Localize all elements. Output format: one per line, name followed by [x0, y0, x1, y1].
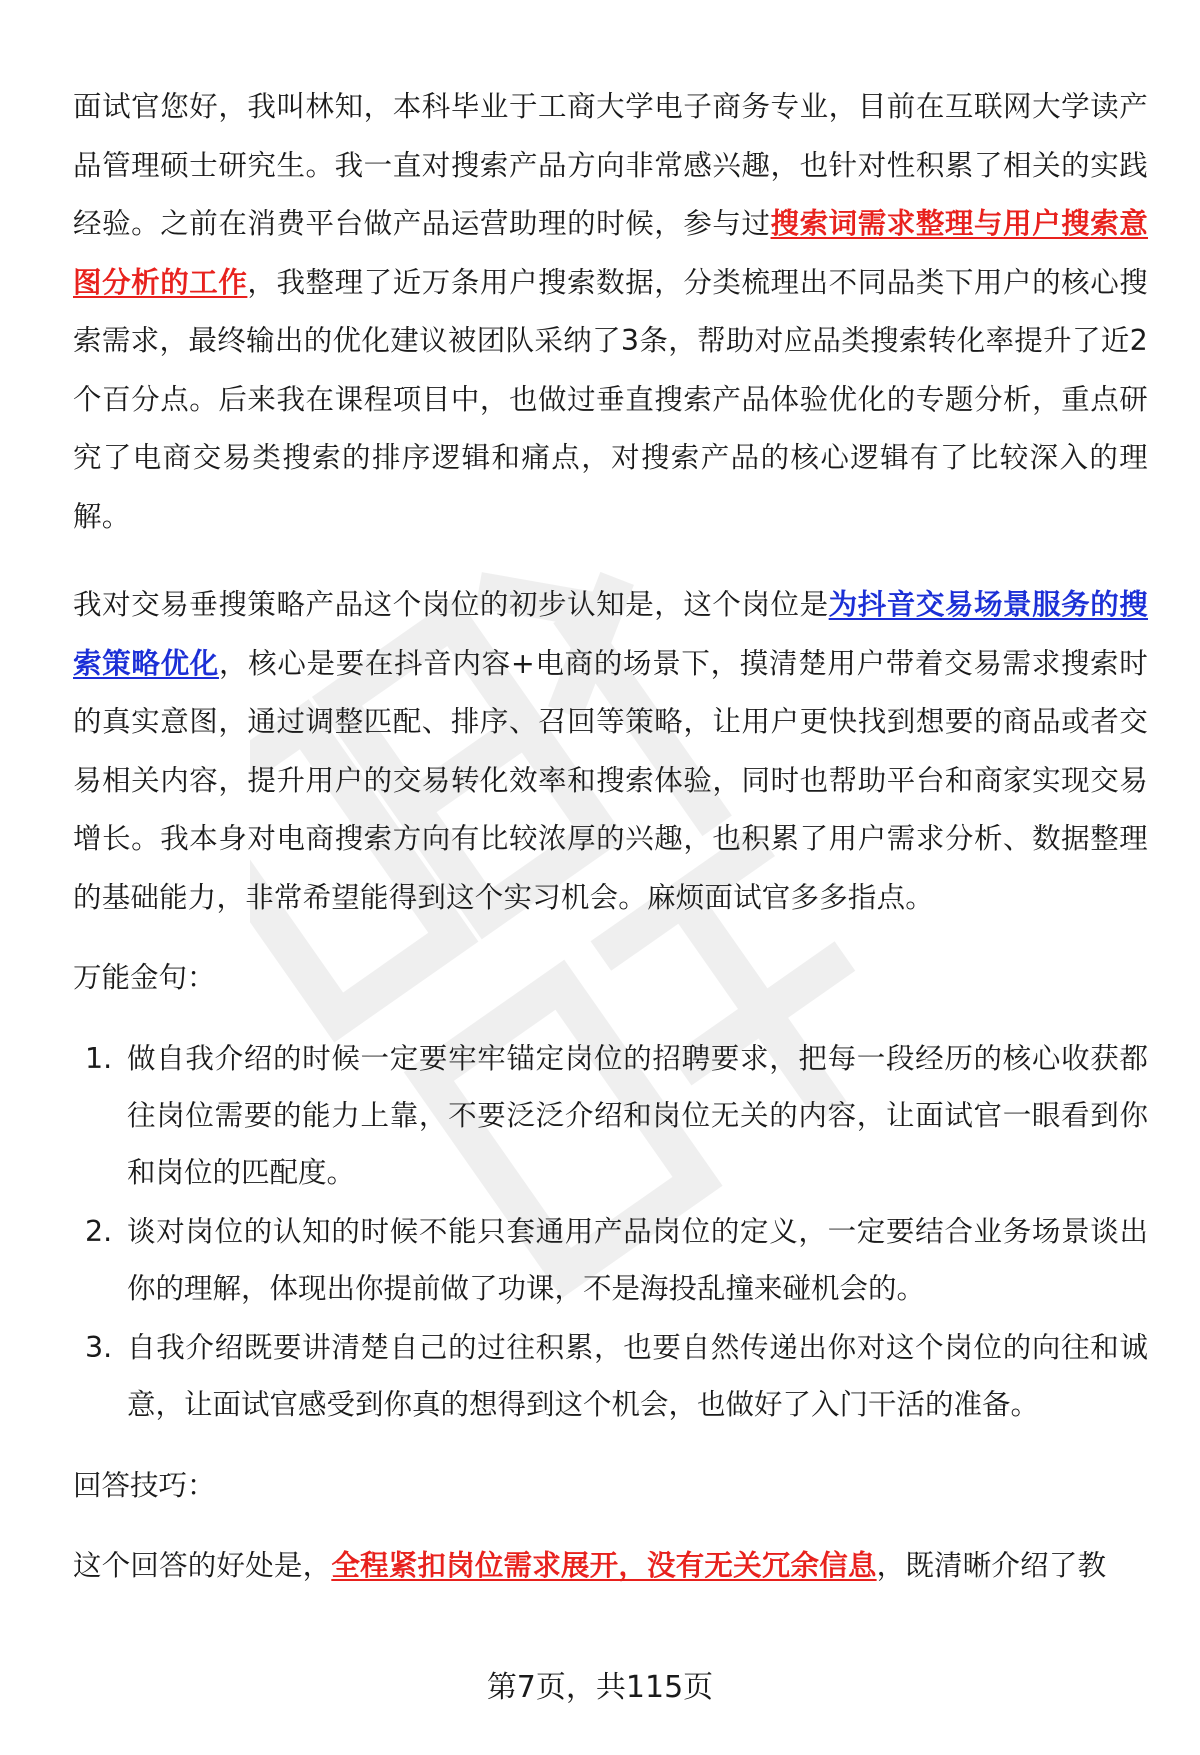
intro-highlight: 搜索词需求整理与用户搜索意图分析的工作	[73, 207, 1148, 299]
role-paragraph	[73, 576, 1148, 927]
list-item-number: 1.	[85, 1041, 113, 1075]
list-item	[73, 1030, 1148, 1201]
page-footer	[0, 1668, 1200, 1708]
role-highlight: 为抖音交易场景服务的搜索策略优化	[73, 588, 1149, 680]
list-item	[73, 1203, 1148, 1317]
tips-text-after: ，既清晰介绍了教	[876, 1549, 1107, 1582]
list-item-text: 做自我介绍的时候一定要牢牢锚定岗位的招聘要求，把每一段经历的核心收获都往岗位需要的能力上靠，不要泛泛介绍和岗位无关的内容，让面试官一眼看到你和岗位的匹配度。	[127, 1041, 1148, 1189]
document-body	[73, 78, 1148, 1596]
golden-sentences-label: 万能金句：	[73, 961, 216, 994]
list-item-text: 谈对岗位的认知的时候不能只套通用产品岗位的定义，一定要结合业务场景谈出你的理解，体现出你提前做了功课，不是海投乱撞来碰机会的。	[127, 1214, 1148, 1305]
answer-tips-label: 回答技巧：	[73, 1468, 216, 1502]
list-item-number: 2.	[85, 1214, 113, 1248]
answer-tips-paragraph	[73, 1537, 1148, 1596]
intro-paragraph	[73, 78, 1148, 546]
page-indicator: 第7页，共115页	[486, 1670, 714, 1705]
tips-highlight: 全程紧扣岗位需求展开，没有无关冗余信息	[331, 1549, 877, 1582]
list-item-number: 3.	[85, 1330, 113, 1364]
golden-sentences-list	[73, 1030, 1148, 1433]
role-text-before: 我对交易垂搜策略产品这个岗位的初步认知是，这个岗位是	[73, 588, 829, 621]
list-item-text: 自我介绍既要讲清楚自己的过往积累，也要自然传递出你对这个岗位的向往和诚意，让面试官感受到你真的想得到这个机会，也做好了入门干活的准备。	[127, 1330, 1148, 1421]
intro-text-before: 面试官您好，我叫林知，本科毕业于工商大学电子商务专业，目前在互联网大学读产品管理硕士研究生。我一直对搜索产品方向非常感兴趣，也针对性积累了相关的实践经验。之前在消费平台做产品运营助理的时候，参与过	[73, 90, 1148, 240]
tips-text-before: 这个回答的好处是，	[73, 1549, 332, 1582]
intro-text-after: ，我整理了近万条用户搜索数据，分类梳理出不同品类下用户的核心搜索需求，最终输出的优化建议被团队采纳了3条，帮助对应品类搜索转化率提升了近2个百分点。后来我在课程项目中，也做过垂直搜索产品体验优化的专题分析，重点研究了电商交易类搜索的排序逻辑和痛点，对搜索产品的核心逻辑有了比较深入的理解。	[73, 265, 1149, 533]
role-text-after: ，核心是要在抖音内容+电商的场景下，摸清楚用户带着交易需求搜索时的真实意图，通过调整匹配、排序、召回等策略，让用户更快找到想要的商品或者交易相关内容，提升用户的交易转化效率和搜索体验，同时也帮助平台和商家实现交易增长。我本身对电商搜索方向有比较浓厚的兴趣，也积累了用户需求分析、数据整理的基础能力，非常希望能得到这个实习机会。麻烦面试官多多指点。	[73, 646, 1148, 914]
list-item	[73, 1319, 1148, 1433]
